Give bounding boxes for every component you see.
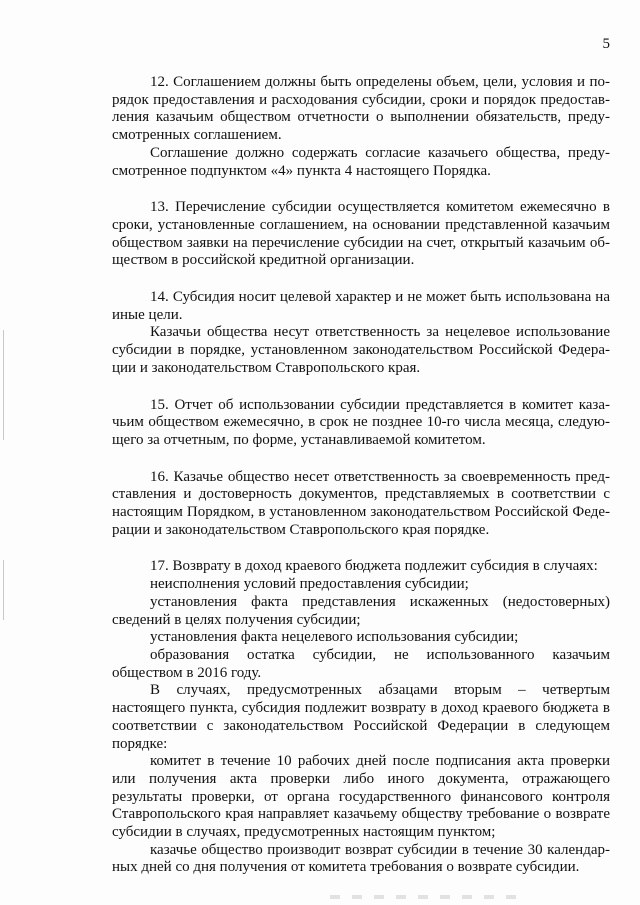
paragraph: В случаях, предусмотренных абзацами вторым – четвертым настоящего пункта, субсидия подлежит возврату в доход краевого бюджета в соответствии с законодательством Российской Федерации в следующем порядке: — [112, 682, 610, 752]
scan-artifact — [3, 560, 4, 620]
page-number: 5 — [602, 36, 610, 52]
paragraph: образования остатка субсидии, не использованного казачьим обществом в 2016 году. — [112, 646, 610, 681]
paragraph: 15. Отчет об использовании субсидии представляется в комитет казачьим обществом ежемесячно, в срок не позднее 10-го числа месяца, следующего за отчетным, по форме, устанавливаемой комитетом. — [112, 396, 610, 448]
paragraph: 14. Субсидия носит целевой характер и не может быть использована на иные цели. — [112, 289, 610, 323]
scan-artifact — [3, 330, 4, 440]
paragraph: установления факта нецелевого использования субсидии; — [150, 629, 519, 646]
clause-15 — [112, 397, 610, 450]
paragraph: установления факта представления искаженных (недостоверных) сведений в целях получения субсидии; — [112, 593, 610, 628]
paragraph: 13. Перечисление субсидии осуществляется комитетом ежемесячно в сроки, установленные соглашением, на основании представленной казачьим обществом заявки на перечисление субсидии на счет, открытый казачьим обществом в российской кредитной организации. — [112, 199, 610, 269]
paragraph: комитет в течение 10 рабочих дней после подписания акта проверки или получения акта проверки либо иного документа, отражающего результаты проверки, от органа государственного финансового контроля Ставропольского края направляет казачьему обществу требование о возврате субсидии в случаях, предусмотренных настоящим пунктом; — [112, 753, 610, 841]
paragraph: неисполнения условий предоставления субсидии; — [150, 576, 469, 593]
clause-16 — [112, 469, 610, 540]
clause-13 — [112, 199, 610, 270]
paragraph: Казачьи общества несут ответственность за нецелевое использование субсидии в порядке, установленном законодательством Российской Федерации и законодательством Ставропольского края. — [112, 324, 610, 376]
paragraph: 16. Казачье общество несет ответственность за своевременность представления и достоверность документов, представляемых в соответствии с настоящим Порядком, в установленном законодательством Российской Федерации и законодательством Ставропольского края порядке. — [112, 468, 610, 538]
clause-14 — [112, 289, 610, 378]
clause-12 — [112, 74, 610, 180]
paragraph: 17. Возврату в доход краевого бюджета подлежит субсидия в случаях: — [150, 558, 598, 575]
scan-artifact — [330, 895, 520, 899]
paragraph: Соглашение должно содержать согласие казачьего общества, предусмотренное подпунктом «4» пункта 4 настоящего Порядка. — [112, 144, 610, 179]
paragraph: казачье общество производит возврат субсидии в течение 30 календарных дней со дня получения от комитета требования о возврате субсидии. — [112, 841, 610, 876]
document-body — [112, 74, 610, 896]
clause-17 — [112, 558, 610, 877]
paragraph: 12. Соглашением должны быть определены объем, цели, условия и порядок предоставления и расходования субсидии, сроки и порядок предоставления казачьим обществом отчетности о выполнении обязательств, предусмотренных соглашением. — [112, 74, 610, 144]
